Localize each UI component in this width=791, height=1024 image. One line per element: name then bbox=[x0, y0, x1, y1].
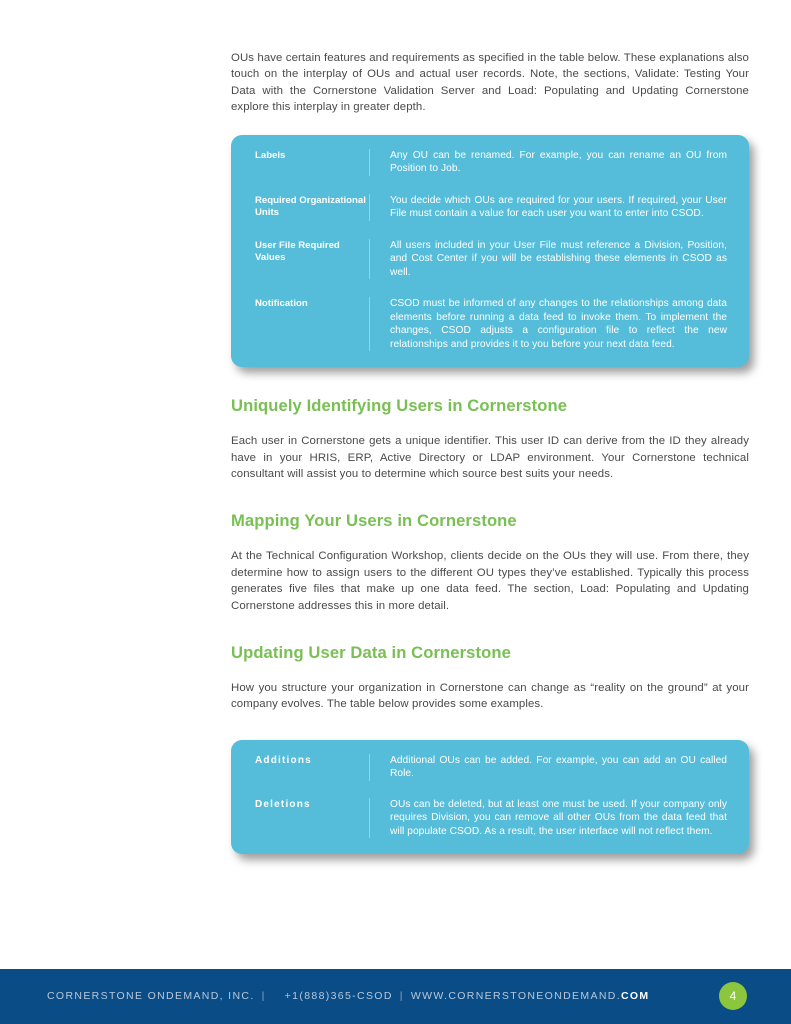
ou-features-table-block bbox=[231, 135, 749, 368]
table-row-description: All users included in your User File must reference a Division, Position, and Cost Center if you will be establishing these elements in CSOD as well. bbox=[390, 239, 727, 278]
paragraph-mapping-users: At the Technical Configuration Workshop, clients decide on the OUs they will use. From there, they determine how to assign users to the different OU types they’ve established. Typically this process generates five files that make up one data feed. The section, Load: Populating and Updating Cornerstone addresses this in more detail. bbox=[231, 550, 749, 612]
paragraph-updating-user-data: How you structure your organization in Cornerstone can change as “reality on the ground” at your company evolves. The table below provides some examples. bbox=[231, 681, 749, 711]
document-content bbox=[231, 50, 749, 854]
table-row-label: Labels bbox=[255, 149, 286, 161]
table-row bbox=[245, 297, 727, 351]
updates-table-block bbox=[231, 740, 749, 855]
paragraph3-block bbox=[231, 680, 749, 713]
heading1-block bbox=[231, 396, 749, 416]
updates-table bbox=[231, 740, 749, 855]
table-row-label: User File Required Values bbox=[255, 239, 340, 264]
page-title-uniquely-identifying: Uniquely Identifying Users in Cornerstone bbox=[231, 396, 568, 416]
ou-features-table bbox=[231, 135, 749, 368]
table-row-label: Notification bbox=[255, 298, 308, 310]
footer-website-tld[interactable]: COM bbox=[620, 990, 650, 1002]
table-row-description: You decide which OUs are required for your users. If required, your User File must contain a value for each user you want to enter into CSOD. bbox=[390, 194, 727, 220]
table-row-label: Deletions bbox=[255, 798, 311, 810]
page-title-updating-user-data: Updating User Data in Cornerstone bbox=[231, 642, 511, 662]
table-row-description: OUs can be deleted, but at least one must be used. If your company only requires Division, you can remove all other OUs from the data feed that will populate CSOD. As a result, the user interface will not reflect them. bbox=[390, 798, 727, 837]
heading3-block bbox=[231, 643, 749, 663]
table-row bbox=[245, 798, 727, 839]
intro-block bbox=[231, 50, 749, 116]
page-footer bbox=[0, 969, 791, 1024]
footer-phone: +1(888)365-CSOD bbox=[284, 990, 393, 1002]
paragraph2-block bbox=[231, 548, 749, 614]
row-spacer bbox=[245, 221, 727, 239]
table-row-label: Additions bbox=[255, 754, 312, 766]
heading2-block bbox=[231, 511, 749, 531]
paragraph-uniquely-identifying: Each user in Cornerstone gets a unique identifier. This user ID can derive from the ID they already have in your HRIS, ERP, Active Directory or LDAP environment. Your Cornerstone technical consultant will assist you to determine which source best suits your needs. bbox=[231, 435, 749, 480]
row-spacer bbox=[245, 279, 727, 297]
page-number-badge: 4 bbox=[719, 982, 747, 1010]
page-title-mapping-users: Mapping Your Users in Cornerstone bbox=[231, 511, 517, 531]
footer-website-prefix[interactable]: WWW.CORNERSTONEONDEMAND. bbox=[410, 990, 621, 1002]
row-spacer bbox=[245, 781, 727, 798]
paragraph1-block bbox=[231, 433, 749, 482]
table-row-description: Additional OUs can be added. For example, you can add an OU called Role. bbox=[390, 754, 727, 780]
footer-separator: | bbox=[399, 990, 404, 1002]
footer-company-name: CORNERSTONE ONDEMAND, INC. bbox=[47, 990, 255, 1002]
row-spacer bbox=[245, 176, 727, 194]
table-row-description: CSOD must be informed of any changes to the relationships among data elements before running a data feed to invoke them. To implement the changes, CSOD adjusts a configuration file to reflect the new relationships and provides it to you before your next data feed. bbox=[390, 298, 727, 350]
table-row-description: Any OU can be renamed. For example, you can rename an OU from Position to Job. bbox=[390, 149, 727, 175]
table-row bbox=[245, 754, 727, 781]
table-row bbox=[245, 194, 727, 221]
footer-separator: | bbox=[261, 990, 266, 1002]
table-row bbox=[245, 149, 727, 176]
intro-paragraph: OUs have certain features and requirements as specified in the table below. These explanations also touch on the interplay of OUs and actual user records. Note, the sections, Validate: Testing Your Data with the Cornerstone Validation Server and Load: Populating and Updating Cornerstone explore this interplay in greater depth. bbox=[231, 52, 749, 114]
footer-contact-line bbox=[47, 990, 650, 1002]
table-row bbox=[245, 239, 727, 280]
table-row-label: Required Organizational Units bbox=[255, 194, 366, 219]
